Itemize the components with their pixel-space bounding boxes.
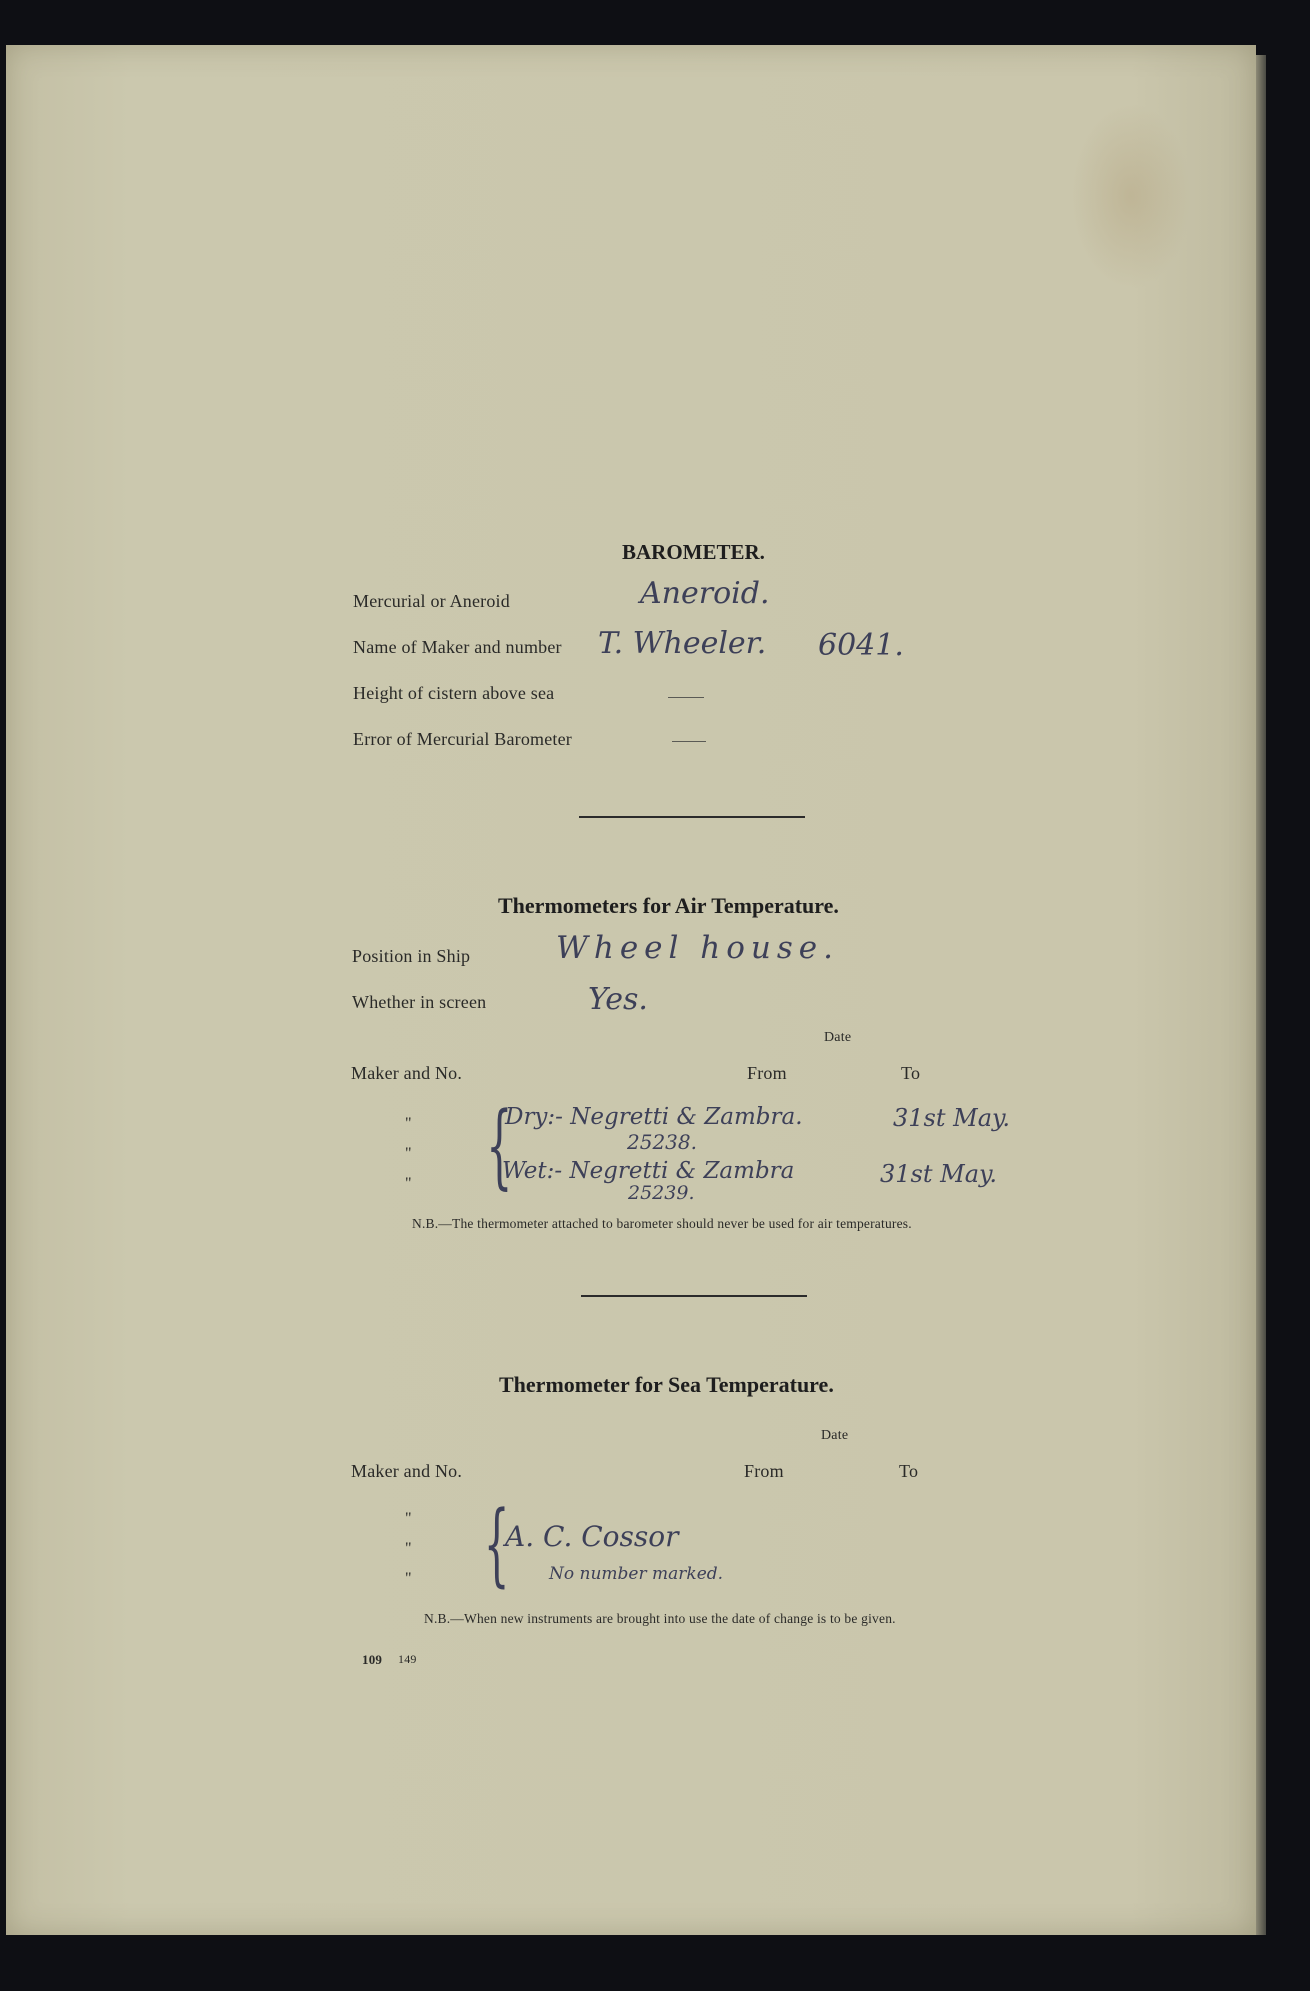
page-edge: [1256, 55, 1266, 1935]
air-heading: Thermometers for Air Temperature.: [498, 893, 839, 918]
sea-heading: Thermometer for Sea Temperature.: [499, 1372, 834, 1397]
section-divider-2: [581, 1295, 807, 1297]
position-value: Wheel house.: [556, 930, 839, 966]
sea-maker-note: No number marked.: [549, 1564, 724, 1584]
ditto-mark: ": [405, 1510, 412, 1527]
air-maker-label: Maker and No.: [351, 1063, 463, 1083]
ditto-mark: ": [405, 1145, 412, 1162]
error-blank: [672, 741, 706, 742]
brace-mark: {: [483, 1492, 510, 1597]
wet-thermometer: Wet:- Negretti & Zambra: [502, 1158, 795, 1184]
screen-label: Whether in screen: [352, 992, 487, 1012]
sea-to-label: To: [899, 1461, 919, 1481]
sea-note: N.B.—When new instruments are brought into use the date of change is to be given.: [424, 1611, 896, 1626]
error-label: Error of Mercurial Barometer: [353, 729, 572, 749]
position-label: Position in Ship: [352, 946, 471, 966]
ditto-mark: ": [405, 1540, 412, 1557]
ditto-mark: ": [405, 1175, 412, 1192]
dry-to-date: 31st May.: [893, 1104, 1011, 1132]
mercurial-value: Aneroid.: [640, 576, 770, 611]
wet-to-date: 31st May.: [880, 1160, 998, 1188]
height-blank: [668, 697, 704, 698]
air-to-label: To: [901, 1063, 921, 1083]
ditto-mark: ": [405, 1570, 412, 1587]
height-label: Height of cistern above sea: [353, 683, 555, 703]
air-note: N.B.—The thermometer attached to barometer should never be used for air temperatures.: [412, 1216, 912, 1231]
sea-maker-value: A. C. Cossor: [505, 1520, 679, 1553]
dry-thermometer: Dry:- Negretti & Zambra.: [505, 1104, 803, 1130]
maker-number: 6041.: [818, 628, 904, 663]
dry-number: 25238.: [627, 1130, 697, 1154]
mercurial-label: Mercurial or Aneroid: [353, 591, 510, 611]
maker-label: Name of Maker and number: [353, 637, 562, 657]
sea-from-label: From: [744, 1461, 784, 1481]
wet-number: 25239.: [628, 1182, 695, 1204]
air-date-label: Date: [824, 1030, 852, 1045]
sea-maker-label: Maker and No.: [351, 1461, 463, 1481]
maker-value: T. Wheeler.: [598, 626, 767, 661]
screen-value: Yes.: [588, 982, 648, 1017]
brace-mark: {: [486, 1092, 513, 1199]
form-code-secondary: 149: [398, 1652, 417, 1666]
ditto-mark: ": [405, 1115, 412, 1132]
section-divider-1: [579, 816, 805, 818]
barometer-heading: BAROMETER.: [622, 540, 765, 564]
sea-date-label: Date: [821, 1428, 849, 1443]
air-from-label: From: [747, 1063, 787, 1083]
form-code: 109: [362, 1652, 383, 1667]
